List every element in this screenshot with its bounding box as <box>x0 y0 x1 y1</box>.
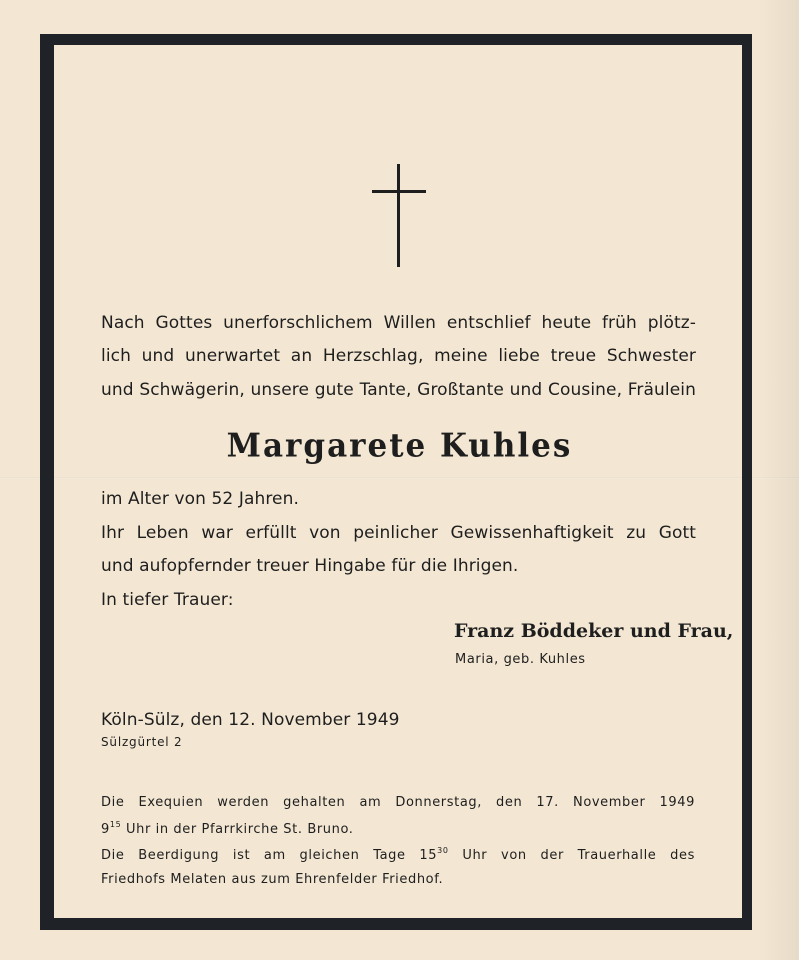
burial-minutes: 30 <box>437 846 449 855</box>
age-line: im Alter von 52 Jahren. <box>101 489 299 509</box>
burial-line-2: Friedhofs Melaten aus zum Ehrenfelder Friedhof. <box>101 872 444 887</box>
exequien-hour: 9 <box>101 822 110 837</box>
life-line-2: und aufopfernder treuer Hingabe für die Ihrigen. <box>101 556 519 576</box>
exequien-minutes: 15 <box>109 820 122 829</box>
burial-rest: Uhr von der Trauerhalle des <box>462 848 695 863</box>
deceased-name: Margarete Kuhles <box>226 427 573 465</box>
paper-edge <box>759 0 799 960</box>
signature-name: Franz Böddeker und Frau, <box>454 620 734 642</box>
address: Sülzgürtel 2 <box>101 735 183 749</box>
announcement-line-1: Nach Gottes unerforschlichem Willen entschlief heute früh plötz- <box>101 313 696 333</box>
mourning-line: In tiefer Trauer: <box>101 590 234 610</box>
burial-line <box>101 846 695 863</box>
announcement-line-3: und Schwägerin, unsere gute Tante, Großtante und Cousine, Fräulein <box>101 380 696 400</box>
announcement-line-2: lich und unerwartet an Herzschlag, meine liebe treue Schwester <box>101 346 696 366</box>
life-line-1: Ihr Leben war erfüllt von peinlicher Gewissenhaftigkeit zu Gott <box>101 523 696 543</box>
cross-icon <box>372 164 426 267</box>
exequien-place: Uhr in der Pfarrkirche St. Bruno. <box>126 822 354 837</box>
place-date: Köln-Sülz, den 12. November 1949 <box>101 710 400 730</box>
signature-sub: Maria, geb. Kuhles <box>455 652 586 667</box>
exequien-line: Die Exequien werden gehalten am Donnerstag, den 17. November 1949 <box>101 795 695 810</box>
exequien-time-line <box>101 820 354 837</box>
burial-start: Die Beerdigung ist am gleichen Tage 15 <box>101 848 438 863</box>
